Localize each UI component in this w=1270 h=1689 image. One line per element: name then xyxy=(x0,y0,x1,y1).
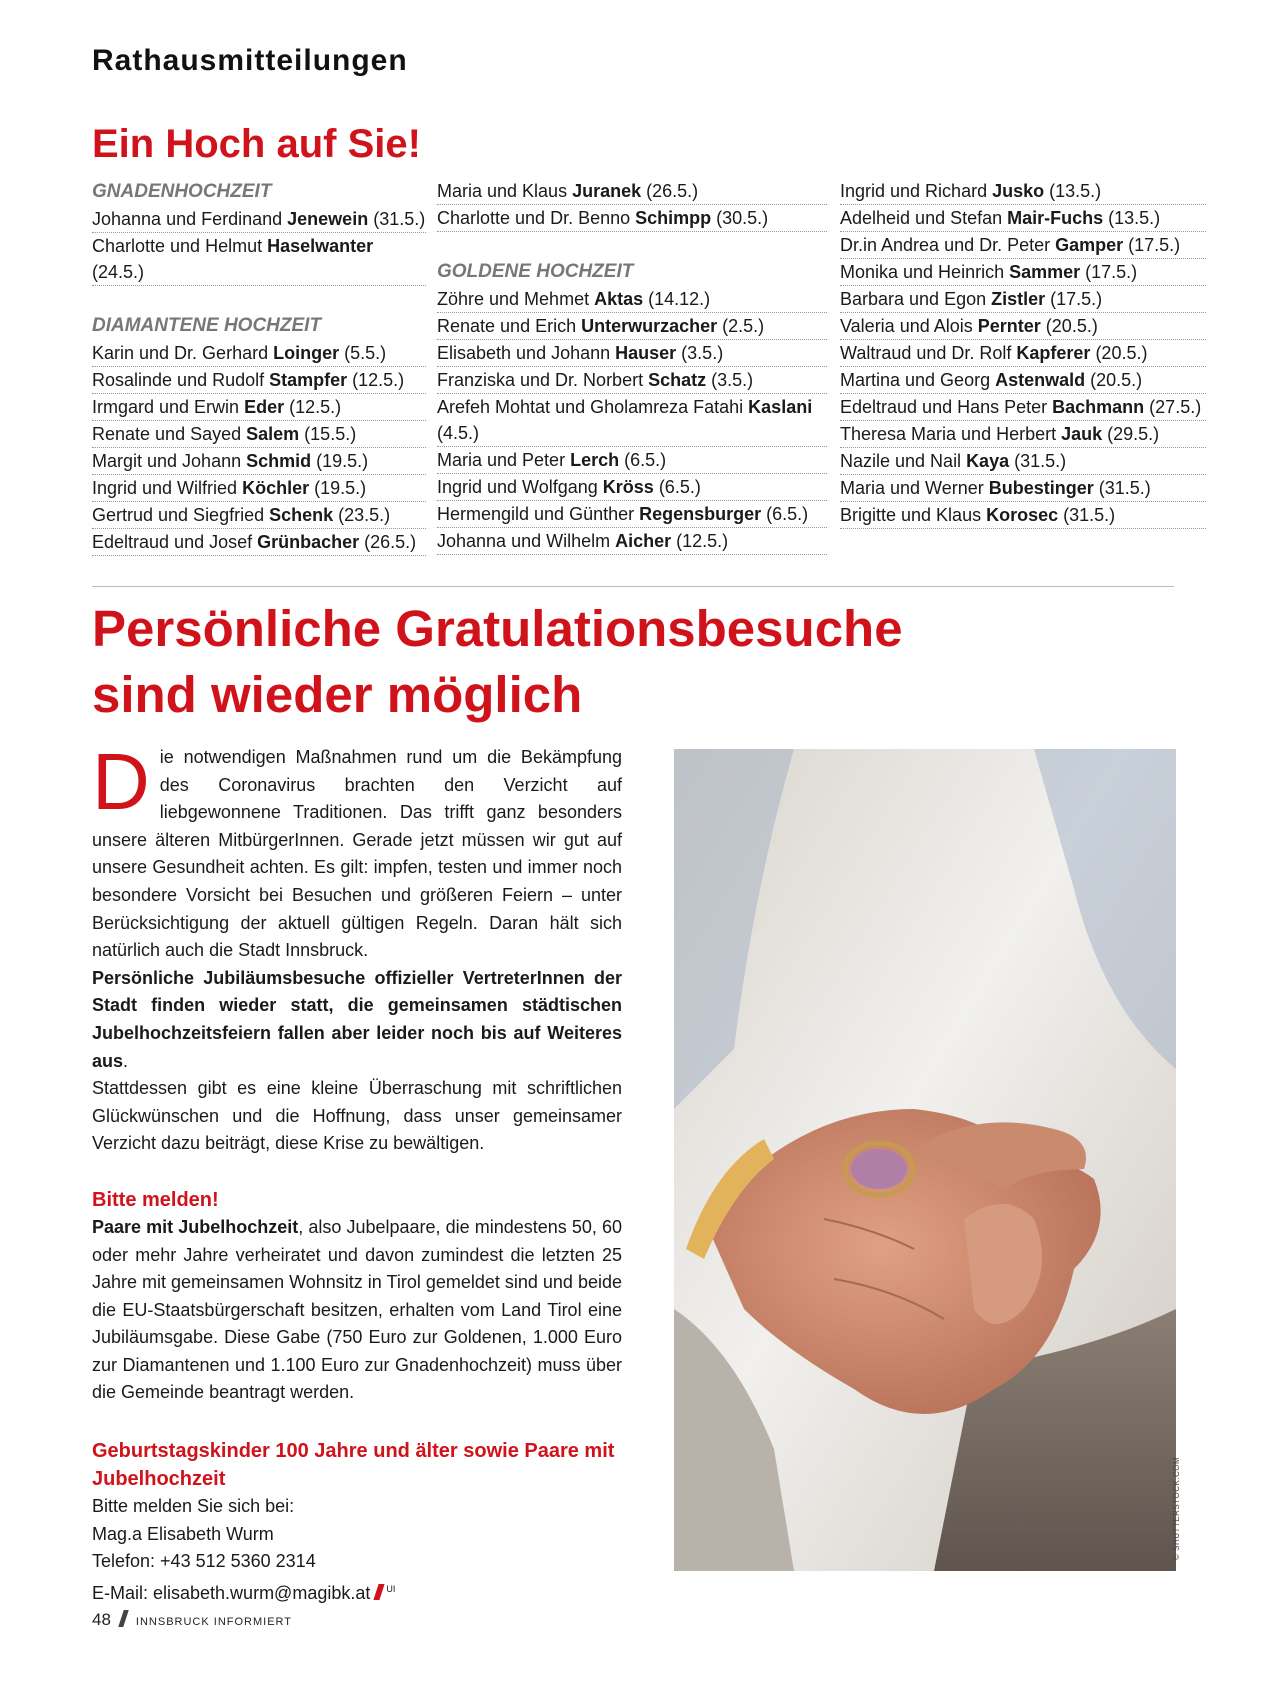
couple-entry xyxy=(437,367,827,394)
paragraph-2: Stattdessen gibt es eine kleine Überraschung mit schriftlichen Glückwünschen und die Hoffnung, dass unser gemeinsamer Verzicht dazu beiträgt, diese Krise zu bewältigen. xyxy=(92,1078,622,1154)
couple-names: Nazile und Nail xyxy=(840,451,967,471)
surname: Zistler xyxy=(991,289,1046,309)
anniversary-date: (30.5.) xyxy=(711,208,769,228)
couple-names: Margit und Johann xyxy=(92,451,247,471)
subheading-bitte-melden: Bitte melden! xyxy=(92,1188,219,1211)
contact-intro: Bitte melden Sie sich bei: xyxy=(92,1496,295,1517)
couple-entry xyxy=(92,502,426,529)
anniversary-date: (12.5.) xyxy=(347,370,405,390)
anniversary-date: (31.5.) xyxy=(1009,451,1067,471)
couple-names: Dr.in Andrea und Dr. Peter xyxy=(840,235,1056,255)
couple-entry xyxy=(437,205,827,232)
page-title: Ein Hoch auf Sie! xyxy=(92,122,421,166)
couple-entry xyxy=(840,178,1206,205)
paragraph-3 xyxy=(92,1214,622,1407)
couple-entry xyxy=(92,421,426,448)
anniversary-date: (17.5.) xyxy=(1080,262,1138,282)
surname: Astenwald xyxy=(995,370,1086,390)
hands-illustration xyxy=(674,749,1176,1571)
couple-names: Johanna und Ferdinand xyxy=(92,209,288,229)
surname: Schimpp xyxy=(635,208,712,228)
couple-entry xyxy=(92,448,426,475)
surname: Jauk xyxy=(1061,424,1103,444)
anniversary-date: (19.5.) xyxy=(309,478,367,498)
surname: Kröss xyxy=(602,477,654,497)
gold-list-continued xyxy=(840,178,1206,529)
couple-entry xyxy=(437,474,827,501)
surname: Salem xyxy=(246,424,300,444)
surname: Schenk xyxy=(269,505,334,525)
surname: Kaya xyxy=(966,451,1010,471)
gnaden-list-continued xyxy=(437,178,827,232)
surname: Kapferer xyxy=(1016,343,1091,363)
surname: Schmid xyxy=(246,451,312,471)
bold-text: Persönliche Jubiläumsbesuche offizieller VertreterInnen der Stadt finden wieder statt, die gemeinsamen städtischen Jubelhochzeitsfeiern fallen aber leider noch bis auf Weiteres aus xyxy=(92,967,622,1071)
article-body xyxy=(92,737,622,1607)
paragraph-3-text: , also Jubelpaare, die mindestens 50, 60 oder mehr Jahre verheiratet und davon zumindest die letzten 25 Jahre mit gemeinsamen Wohnsitz in Tirol gemeldet sind und beide die EU-Staatsbürgerschaft besitzen, erhalten vom Land Tirol eine Jubiläumsgabe. Diese Gabe (750 Euro zur Goldenen, 1.000 Euro zur Diamantenen und 1.100 Euro zur Gnadenhochzeit) muss über die Gemeinde beantragt werden. xyxy=(92,1216,622,1403)
couple-entry xyxy=(437,447,827,474)
page-footer xyxy=(92,1610,292,1630)
couple-names: Ingrid und Wilfried xyxy=(92,478,243,498)
couple-names: Renate und Sayed xyxy=(92,424,247,444)
couple-names: Barbara und Egon xyxy=(840,289,992,309)
couple-entry xyxy=(437,528,827,555)
anniversary-date: (6.5.) xyxy=(653,477,701,497)
end-tag: UI xyxy=(386,1583,396,1594)
couple-entry xyxy=(840,232,1206,259)
couple-entry xyxy=(92,206,426,233)
anniversary-date: (5.5.) xyxy=(339,343,387,363)
couple-names: Hermengild und Günther xyxy=(437,504,640,524)
couple-entry xyxy=(437,286,827,313)
surname: Haselwanter xyxy=(267,236,374,256)
couple-entry xyxy=(840,340,1206,367)
couple-entry xyxy=(840,448,1206,475)
anniversary-date: (24.5.) xyxy=(92,262,145,282)
photo-hands-with-ring xyxy=(674,749,1176,1571)
anniversary-date: (26.5.) xyxy=(359,532,417,552)
couple-names: Monika und Heinrich xyxy=(840,262,1010,282)
couple-names: Johanna und Wilhelm xyxy=(437,531,616,551)
gnaden-list xyxy=(92,206,426,286)
anniversary-date: (20.5.) xyxy=(1085,370,1143,390)
page-number: 48 xyxy=(92,1610,111,1629)
surname: Aicher xyxy=(615,531,672,551)
bold-end: . xyxy=(123,1050,129,1071)
couple-names: Elisabeth und Johann xyxy=(437,343,616,363)
couple-entry xyxy=(92,394,426,421)
dropcap: D xyxy=(92,737,150,826)
surname: Stampfer xyxy=(269,370,348,390)
couple-names: Charlotte und Dr. Benno xyxy=(437,208,636,228)
couple-entry xyxy=(840,313,1206,340)
diamant-list xyxy=(92,340,426,556)
section-label: Rathausmitteilungen xyxy=(92,44,408,77)
surname: Hauser xyxy=(615,343,677,363)
contact-email xyxy=(92,1576,622,1608)
bold-paragraph xyxy=(92,965,622,1075)
couple-names: Ingrid und Wolfgang xyxy=(437,477,603,497)
couple-names: Maria und Peter xyxy=(437,450,571,470)
surname: Schatz xyxy=(648,370,707,390)
anniversary-date: (31.5.) xyxy=(368,209,426,229)
couple-names: Ingrid und Richard xyxy=(840,181,993,201)
couple-entry xyxy=(840,286,1206,313)
surname: Aktas xyxy=(594,289,644,309)
surname: Bachmann xyxy=(1052,397,1145,417)
couple-names: Adelheid und Stefan xyxy=(840,208,1008,228)
couple-names: Brigitte und Klaus xyxy=(840,505,987,525)
anniversary-date: (19.5.) xyxy=(311,451,369,471)
anniversary-date: (12.5.) xyxy=(671,531,729,551)
paragraph-3-bold: Paare mit Jubelhochzeit xyxy=(92,1216,299,1237)
surname: Sammer xyxy=(1009,262,1081,282)
couple-entry xyxy=(92,529,426,556)
couple-names: Maria und Klaus xyxy=(437,181,573,201)
couple-entry xyxy=(840,367,1206,394)
gold-list xyxy=(437,286,827,555)
contact-name: Mag.a Elisabeth Wurm xyxy=(92,1523,274,1544)
surname: Loinger xyxy=(273,343,340,363)
anniversary-date: (14.12.) xyxy=(643,289,711,309)
category-heading: DIAMANTENE HOCHZEIT xyxy=(92,315,322,336)
surname: Köchler xyxy=(242,478,310,498)
surname: Kaslani xyxy=(748,397,813,417)
intro-paragraph xyxy=(92,737,622,965)
anniversary-date: (27.5.) xyxy=(1144,397,1202,417)
surname: Korosec xyxy=(986,505,1059,525)
couple-names: Irmgard und Erwin xyxy=(92,397,245,417)
couple-names: Martina und Georg xyxy=(840,370,996,390)
anniversary-date: (15.5.) xyxy=(299,424,357,444)
anniversary-date: (4.5.) xyxy=(437,423,480,443)
surname: Regensburger xyxy=(639,504,762,524)
couple-entry xyxy=(840,205,1206,232)
article-headline: Persönliche Gratulationsbesuche sind wieder möglich xyxy=(92,600,903,723)
couple-entry xyxy=(92,475,426,502)
couple-names: Rosalinde und Rudolf xyxy=(92,370,270,390)
couple-entry xyxy=(437,394,827,447)
anniversary-date: (6.5.) xyxy=(761,504,809,524)
surname: Grünbacher xyxy=(257,532,360,552)
anniversary-date: (20.5.) xyxy=(1040,316,1098,336)
couple-names: Edeltraud und Hans Peter xyxy=(840,397,1053,417)
column-1 xyxy=(92,178,426,556)
subheading-geburtstagskinder: Geburtstagskinder 100 Jahre und älter sowie Paare mit Jubelhochzeit xyxy=(92,1440,615,1491)
couple-names: Charlotte und Helmut xyxy=(92,236,268,256)
category-heading: GOLDENE HOCHZEIT xyxy=(437,261,634,282)
anniversary-date: (20.5.) xyxy=(1090,343,1148,363)
anniversary-date: (2.5.) xyxy=(717,316,765,336)
surname: Gamper xyxy=(1055,235,1124,255)
couple-entry xyxy=(437,501,827,528)
couple-entry xyxy=(840,502,1206,529)
couple-names: Zöhre und Mehmet xyxy=(437,289,595,309)
column-3 xyxy=(840,178,1206,529)
column-2 xyxy=(437,178,827,555)
anniversary-date: (29.5.) xyxy=(1102,424,1160,444)
anniversary-date: (3.5.) xyxy=(676,343,724,363)
anniversary-date: (13.5.) xyxy=(1044,181,1102,201)
couple-entry xyxy=(840,475,1206,502)
slash-mark-icon xyxy=(118,1610,129,1627)
couple-names: Waltraud und Dr. Rolf xyxy=(840,343,1017,363)
surname: Jenewein xyxy=(287,209,369,229)
email-link[interactable]: E-Mail: elisabeth.wurm@magibk.at xyxy=(92,1582,371,1603)
surname: Lerch xyxy=(570,450,620,470)
surname: Unterwurzacher xyxy=(581,316,718,336)
surname: Pernter xyxy=(977,316,1041,336)
anniversary-date: (3.5.) xyxy=(706,370,754,390)
category-heading: GNADENHOCHZEIT xyxy=(92,181,272,202)
divider xyxy=(92,586,1174,587)
couple-entry xyxy=(437,340,827,367)
couple-names: Valeria und Alois xyxy=(840,316,978,336)
contact-phone: Telefon: +43 512 5360 2314 xyxy=(92,1551,316,1572)
intro-text: ie notwendigen Maßnahmen rund um die Bekämpfung des Coronavirus brachten den Verzicht auf liebgewonnene Traditionen. Das trifft ganz besonders unsere älteren MitbürgerInnen. Gerade jetzt müssen wir gut auf unsere Gesundheit achten. Es gilt: impfen, testen und immer noch besondere Vorsicht bei Besuchen und größeren Feiern – unter Berücksichtigung der aktuell gültigen Regeln. Daran hält sich natürlich auch die Stadt Innsbruck. xyxy=(92,747,622,961)
couple-entry xyxy=(840,259,1206,286)
couple-entry xyxy=(840,394,1206,421)
couple-entry xyxy=(92,233,426,286)
end-mark-icon xyxy=(374,1584,385,1600)
couple-entry xyxy=(92,367,426,394)
anniversary-date: (17.5.) xyxy=(1123,235,1181,255)
anniversary-date: (23.5.) xyxy=(333,505,391,525)
surname: Jusko xyxy=(992,181,1045,201)
anniversary-date: (31.5.) xyxy=(1058,505,1116,525)
anniversary-date: (17.5.) xyxy=(1045,289,1103,309)
surname: Juranek xyxy=(572,181,642,201)
photo-credit: © SHUTTERSTOCK.COM xyxy=(1172,1456,1181,1560)
surname: Mair-Fuchs xyxy=(1007,208,1104,228)
couple-names: Edeltraud und Josef xyxy=(92,532,258,552)
couple-entry xyxy=(840,421,1206,448)
couple-names: Renate und Erich xyxy=(437,316,582,336)
anniversary-date: (6.5.) xyxy=(619,450,667,470)
magazine-name: INNSBRUCK INFORMIERT xyxy=(135,1616,293,1628)
couple-names: Arefeh Mohtat und Gholamreza Fatahi xyxy=(437,397,749,417)
couple-entry xyxy=(437,178,827,205)
anniversary-date: (26.5.) xyxy=(641,181,699,201)
couple-names: Karin und Dr. Gerhard xyxy=(92,343,274,363)
couple-names: Franziska und Dr. Norbert xyxy=(437,370,649,390)
anniversary-date: (31.5.) xyxy=(1093,478,1151,498)
couple-names: Maria und Werner xyxy=(840,478,989,498)
anniversary-date: (13.5.) xyxy=(1103,208,1161,228)
surname: Eder xyxy=(244,397,285,417)
couple-entry xyxy=(92,340,426,367)
couple-names: Theresa Maria und Herbert xyxy=(840,424,1062,444)
couple-names: Gertrud und Siegfried xyxy=(92,505,270,525)
anniversary-date: (12.5.) xyxy=(284,397,342,417)
couple-entry xyxy=(437,313,827,340)
surname: Bubestinger xyxy=(988,478,1094,498)
